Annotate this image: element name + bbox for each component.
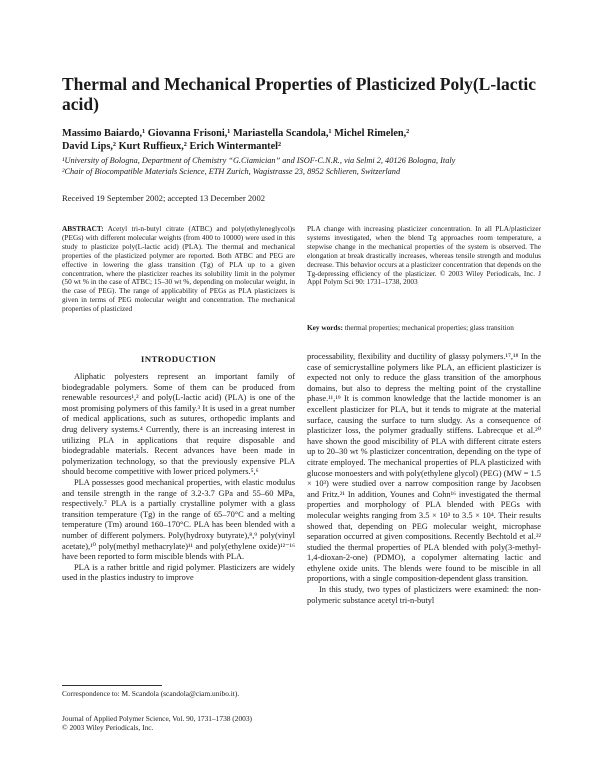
author-line: David Lips,² Kurt Ruffieux,² Erich Wintermantel² <box>62 141 282 152</box>
correspondence-note: Correspondence to: M. Scandola (scandola@ciam.unibo.it). <box>62 689 240 698</box>
footnote-divider <box>62 685 162 686</box>
body-column-left <box>62 372 295 584</box>
paper-title: Thermal and Mechanical Properties of Plasticized Poly(L-lactic acid) <box>62 74 537 114</box>
section-heading: INTRODUCTION <box>140 354 217 364</box>
author-list <box>62 127 542 153</box>
keywords-text: thermal properties; mechanical properties; glass transition <box>344 323 514 332</box>
received-date: Received 19 September 2002; accepted 13 December 2002 <box>62 193 266 203</box>
affiliation-line: ¹University of Bologna, Department of Chemistry “G.Ciamician” and ISOF-C.N.R., via Selmi 2, 40126 Bologna, Italy <box>62 156 456 165</box>
journal-footer <box>62 714 252 732</box>
keywords <box>307 323 541 332</box>
paragraph: In this study, two types of plasticizers were examined: the non-polymeric substance acetyl tri-n-butyl <box>307 585 541 605</box>
journal-citation: Journal of Applied Polymer Science, Vol. 90, 1731–1738 (2003) <box>62 714 253 723</box>
abstract-left <box>62 225 295 314</box>
affiliations <box>62 156 562 177</box>
abstract-text: Acetyl tri-n-butyl citrate (ATBC) and poly(ethyleneglycol)s (PEGs) with different molecular weights (from 400 to 10000) were used in this study to plasticize poly(L-lactic acid) (PLA). The thermal and mechanical properties of the plasticized polymer are reported. Both ATBC and PEG are effective in lowering the glass transition (Tg) of PLA up to a given concentration, where the plasticizer reaches its solubility limit in the polymer (50 wt % in the case of ATBC; 15–30 wt %, depending on molecular weight, in the case of PEG). The range of applicability of PEGs as PLA plasticizers is given in terms of PEG molecular weight and concentration. The mechanical properties of plasticized <box>62 224 295 314</box>
abstract-right: PLA change with increasing plasticizer concentration. In all PLA/plasticizer systems investigated, when the blend Tg approaches room temperature, a stepwise change in the mechanical properties of the system is observed. The elongation at break drastically increases, whereas tensile strength and modulus decrease. This behavior occurs at a plasticizer concentration that depends on the Tg-depressing efficiency of the plasticizer. © 2003 Wiley Periodicals, Inc. J Appl Polym Sci 90: 1731–1738, 2003 <box>307 224 541 287</box>
author-line: Massimo Baiardo,¹ Giovanna Frisoni,¹ Mariastella Scandola,¹ Michel Rimelen,² <box>62 128 410 139</box>
paragraph: PLA possesses good mechanical properties, with elastic modulus and tensile strength in the range of 3.2-3.7 GPa and 55–60 MPa, respectively.⁷ PLA is a partially crystalline polymer with a glass transition temperature (Tg) in the range of 65–70°C and a melting temperature (Tm) around 160–170°C. PLA has been blended with a number of different polymers. Poly(hydroxy butyrate),⁸,⁹ poly(vinyl acetate),¹⁰ poly(methyl methacrylate)¹¹ and poly(ethylene oxide)¹²⁻¹⁶ have been reported to form miscible blends with PLA. <box>62 477 295 562</box>
paragraph: Aliphatic polyesters represent an important family of biodegradable polymers. Some of them can be produced from renewable resources¹,² and poly(L-lactic acid) (PLA) is one of the most promising polymers of this family.³ It is used in a great number of medical applications, such as sutures, orthopedic implants and drug delivery systems.⁴ Currently, there is an increasing interest in utilizing PLA in applications that require disposable and biodegradable materials. Recent advances have been made in polymerization technology, so that the previously expensive PLA should become competitive with lower priced polymers.⁵,⁶ <box>62 372 295 477</box>
abstract-label: ABSTRACT: <box>62 224 104 233</box>
body-column-right <box>307 352 541 606</box>
copyright: © 2003 Wiley Periodicals, Inc. <box>62 723 154 733</box>
affiliation-line: ²Chair of Biocompatible Materials Science, ETH Zurich, Wagistrasse 23, 8952 Schlieren, Switzerland <box>62 166 401 176</box>
paragraph: processability, flexibility and ductility of glassy polymers.¹⁷,¹⁸ In the case of semicrystalline polymers like PLA, an efficient plasticizer is expected not only to reduce the glass transition of the amorphous domains, but also to depress the melting point of the crystalline phase.¹¹,¹⁹ It is common knowledge that the lactide monomer is an excellent plasticizer for PLA, but it tends to migrate at the material surface, causing the surface to turn sludgy. As a consequence of plasticizer loss, the polymer gradually stiffens. Labrecque et al.²⁰ have shown the good miscibility of PLA with different citrate esters up to 20–30 wt % plasticizer concentration, depending on the type of citrate employed. The mechanical properties of PLA plasticized with glucose monoesters and with poly(ethylene glycol) (PEG) (MW = 1.5 × 10³) were studied over a narrow composition range by Jacobsen and Fritz.²¹ In addition, Younes and Cohn¹⁶ investigated the thermal properties and morphology of PLA blended with PEGs with molecular weights ranging from 3.5 × 10³ to 3.5 × 10⁴. Their results showed that, depending on PEG molecular weight, microphase separation occurred at given compositions. Recently Bechtold et al.²² studied the thermal properties of PLA blended with poly(3-methyl-1,4-dioxan-2-one) (PDMO), a copolymer alternating lactic and ethylene oxide units. The blends were found to be miscible in all proportions, with a single composition-dependent glass transition. <box>307 352 541 584</box>
paragraph: PLA is a rather brittle and rigid polymer. Plasticizers are widely used in the plastics industry to improve <box>62 562 295 583</box>
keywords-label: Key words: <box>307 323 343 332</box>
